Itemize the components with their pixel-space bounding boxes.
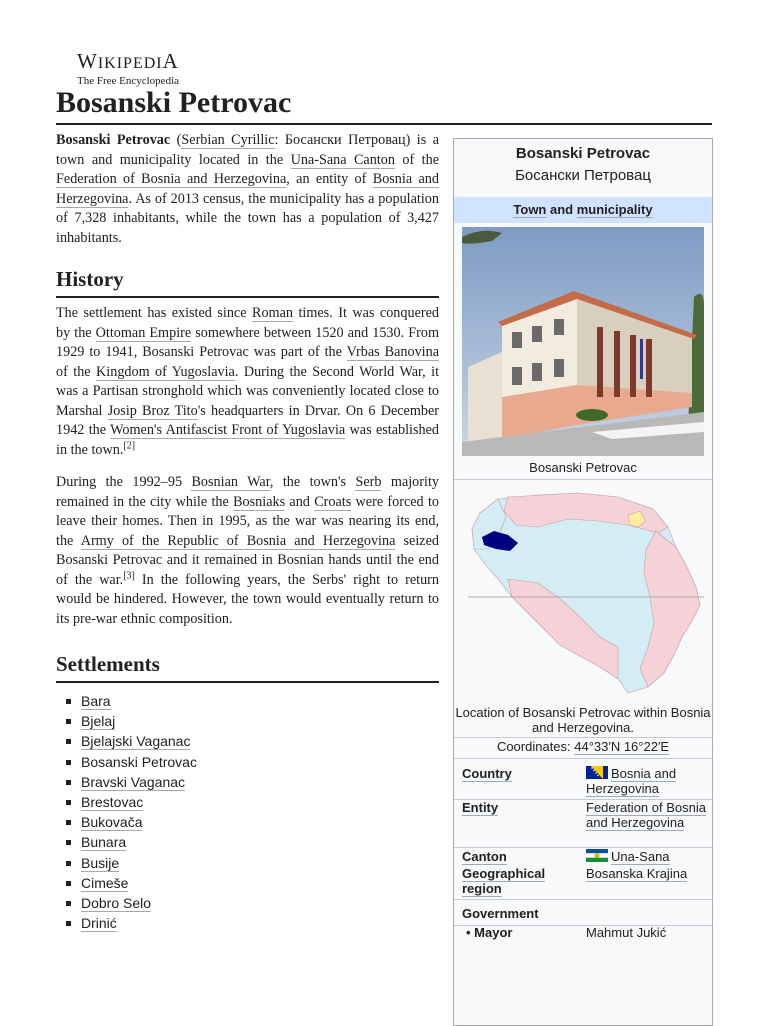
link-roman[interactable]: Roman (252, 305, 293, 321)
town-hall-photo[interactable] (462, 227, 704, 456)
settlements-list (56, 691, 439, 933)
settlement-link[interactable]: Bravski Vaganac (81, 773, 186, 790)
settlement-link[interactable]: Bjelaj (81, 713, 116, 730)
photo-caption: Bosanski Petrovac (529, 460, 637, 475)
settlements-heading: Settlements (56, 651, 439, 683)
settlement-current: Bosanski Petrovac (81, 753, 197, 770)
infobox-native-name: Босански Петровац (515, 167, 651, 184)
settlement-link[interactable]: Dobro Selo (81, 894, 152, 911)
canton-link[interactable]: Una-Sana (611, 849, 670, 864)
page-title: Bosanski Petrovac (56, 86, 292, 119)
entity-label: Entity (462, 800, 499, 815)
link-ottoman-empire[interactable]: Ottoman Empire (95, 324, 192, 341)
region-label: Geographical region (462, 866, 546, 896)
list-item (56, 832, 439, 852)
settlement-link[interactable]: Bara (81, 693, 111, 709)
reference-3[interactable]: [3] (123, 569, 135, 581)
link-municipality[interactable]: municipality (576, 202, 653, 217)
bosnia-flag-icon (586, 766, 608, 779)
canton-label: Canton (462, 849, 507, 864)
link-bosnia-herzegovina[interactable]: Bosnia and Herzegovina (56, 171, 439, 207)
list-item (56, 913, 439, 933)
settlement-link[interactable]: Busije (81, 854, 120, 871)
infobox (453, 138, 713, 1026)
link-federation[interactable]: Federation of Bosnia and Herzegovina (56, 171, 287, 187)
mayor-value: Mahmut Jukić (586, 925, 667, 940)
list-item (56, 812, 439, 832)
list-item (56, 792, 439, 812)
list-item (56, 731, 439, 751)
link-kingdom-of-yugoslavia[interactable]: Kingdom of Yugoslavia (96, 363, 235, 380)
coordinates: Coordinates: 44°33′N 16°22′E (496, 739, 670, 754)
government-label: Government (462, 906, 539, 921)
location-map[interactable] (468, 487, 704, 699)
history-paragraph-1: The settlement has existed since Roman times. It was conquered by the Ottoman Empire somewhere between 1520 and 1530. From 1929 to 1941, Bosanski Petrovac was part of the Vrbas Banovina of the Kingdom of Yugoslavia. During the Second World War, it was a Partisan stronghold which was conveniently located close to Marshal Josip Broz Tito's headquarters in Drvar. On 6 December 1942 the Women's Antifascist Front of Yugoslavia was established in the town.[2] (56, 305, 440, 458)
mayor-label: • Mayor (466, 925, 513, 940)
settlement-link[interactable]: Drinić (81, 915, 117, 932)
list-item (56, 691, 439, 711)
infobox-divider (454, 899, 712, 900)
country-label: Country (462, 766, 512, 781)
infobox-divider (454, 847, 712, 848)
link-croats[interactable]: Croats (314, 493, 352, 510)
infobox-type: Town and municipality (454, 197, 712, 223)
entity-link[interactable]: Federation of Bosnia and Herzegovina (586, 800, 706, 830)
history-heading: History (56, 266, 439, 298)
list-item (56, 853, 439, 873)
list-item (56, 711, 439, 731)
list-item (56, 752, 439, 772)
link-town[interactable]: Town (513, 202, 547, 217)
link-una-sana-canton[interactable]: Una-Sana Canton (290, 151, 395, 168)
list-item (56, 873, 439, 893)
settlement-link[interactable]: Bjelajski Vaganac (81, 733, 191, 750)
list-item (56, 893, 439, 913)
coordinates-link[interactable]: 44°33′N 16°22′E (574, 739, 670, 754)
lead-paragraph: Bosanski Petrovac (Serbian Cyrillic: Босански Петровац) is a town and municipality located in the Una-Sana Canton of the Federation of Bosnia and Herzegovina, an entity of Bosnia and Herzegovina. As of 2013 census, the municipality has a population of 7,328 inhabitants, while the town has a population of 3,427 inhabitants. (56, 132, 439, 246)
country-link[interactable]: Bosnia and Herzegovina (586, 766, 677, 796)
link-army-of-rbih[interactable]: Army of the Republic of Bosnia and Herzegovina (80, 532, 396, 549)
history-paragraph-2: During the 1992–95 Bosnian War, the town's Serb majority remained in the city while the Bosniaks and Croats were forced to leave their homes. Then in 1995, as the war was nearing its end, the Army of the Republic of Bosnia and Herzegovina seized Bosanski Petrovac and it remained in Bosnian hands until the end of the war.[3] In the following years, the Serbs' right to return would be hindered. However, the town would eventually return to its pre-war ethnic composition. (56, 474, 439, 627)
list-item (56, 772, 439, 792)
infobox-name: Bosanski Petrovac (515, 145, 651, 162)
settlement-link[interactable]: Bukovača (81, 814, 143, 831)
settlement-link[interactable]: Bunara (81, 834, 127, 851)
settlement-link[interactable]: Brestovac (81, 793, 144, 810)
infobox-divider (454, 758, 712, 759)
link-vrbas-banovina[interactable]: Vrbas Banovina (346, 344, 440, 360)
link-serbian-cyrillic[interactable]: Serbian Cyrillic (181, 132, 275, 148)
infobox-divider (454, 479, 712, 480)
link-serb[interactable]: Serb (355, 474, 382, 490)
wikipedia-wordmark: WIKIPEDIA (77, 49, 179, 73)
region-link[interactable]: Bosanska Krajina (586, 866, 688, 881)
infobox-divider (454, 737, 712, 738)
link-bosniaks[interactable]: Bosniaks (233, 493, 286, 510)
reference-2[interactable]: [2] (123, 439, 136, 451)
link-josip-broz-tito[interactable]: Josip Broz Tito (107, 402, 198, 419)
wikipedia-logo[interactable] (77, 50, 207, 88)
wikipedia-tagline: The Free Encyclopedia (77, 75, 180, 87)
link-womens-antifascist-front[interactable]: Women's Antifascist Front of Yugoslavia (110, 422, 346, 438)
lead-bold-name: Bosanski Petrovac (56, 132, 171, 148)
map-caption: Location of Bosanski Petrovac within Bosnia and Herzegovina. (455, 705, 711, 735)
article-body (56, 131, 439, 933)
una-sana-flag-icon (586, 849, 608, 862)
settlement-link[interactable]: Cimeše (81, 874, 129, 891)
title-divider (56, 123, 712, 125)
link-bosnian-war[interactable]: Bosnian War (191, 474, 270, 490)
